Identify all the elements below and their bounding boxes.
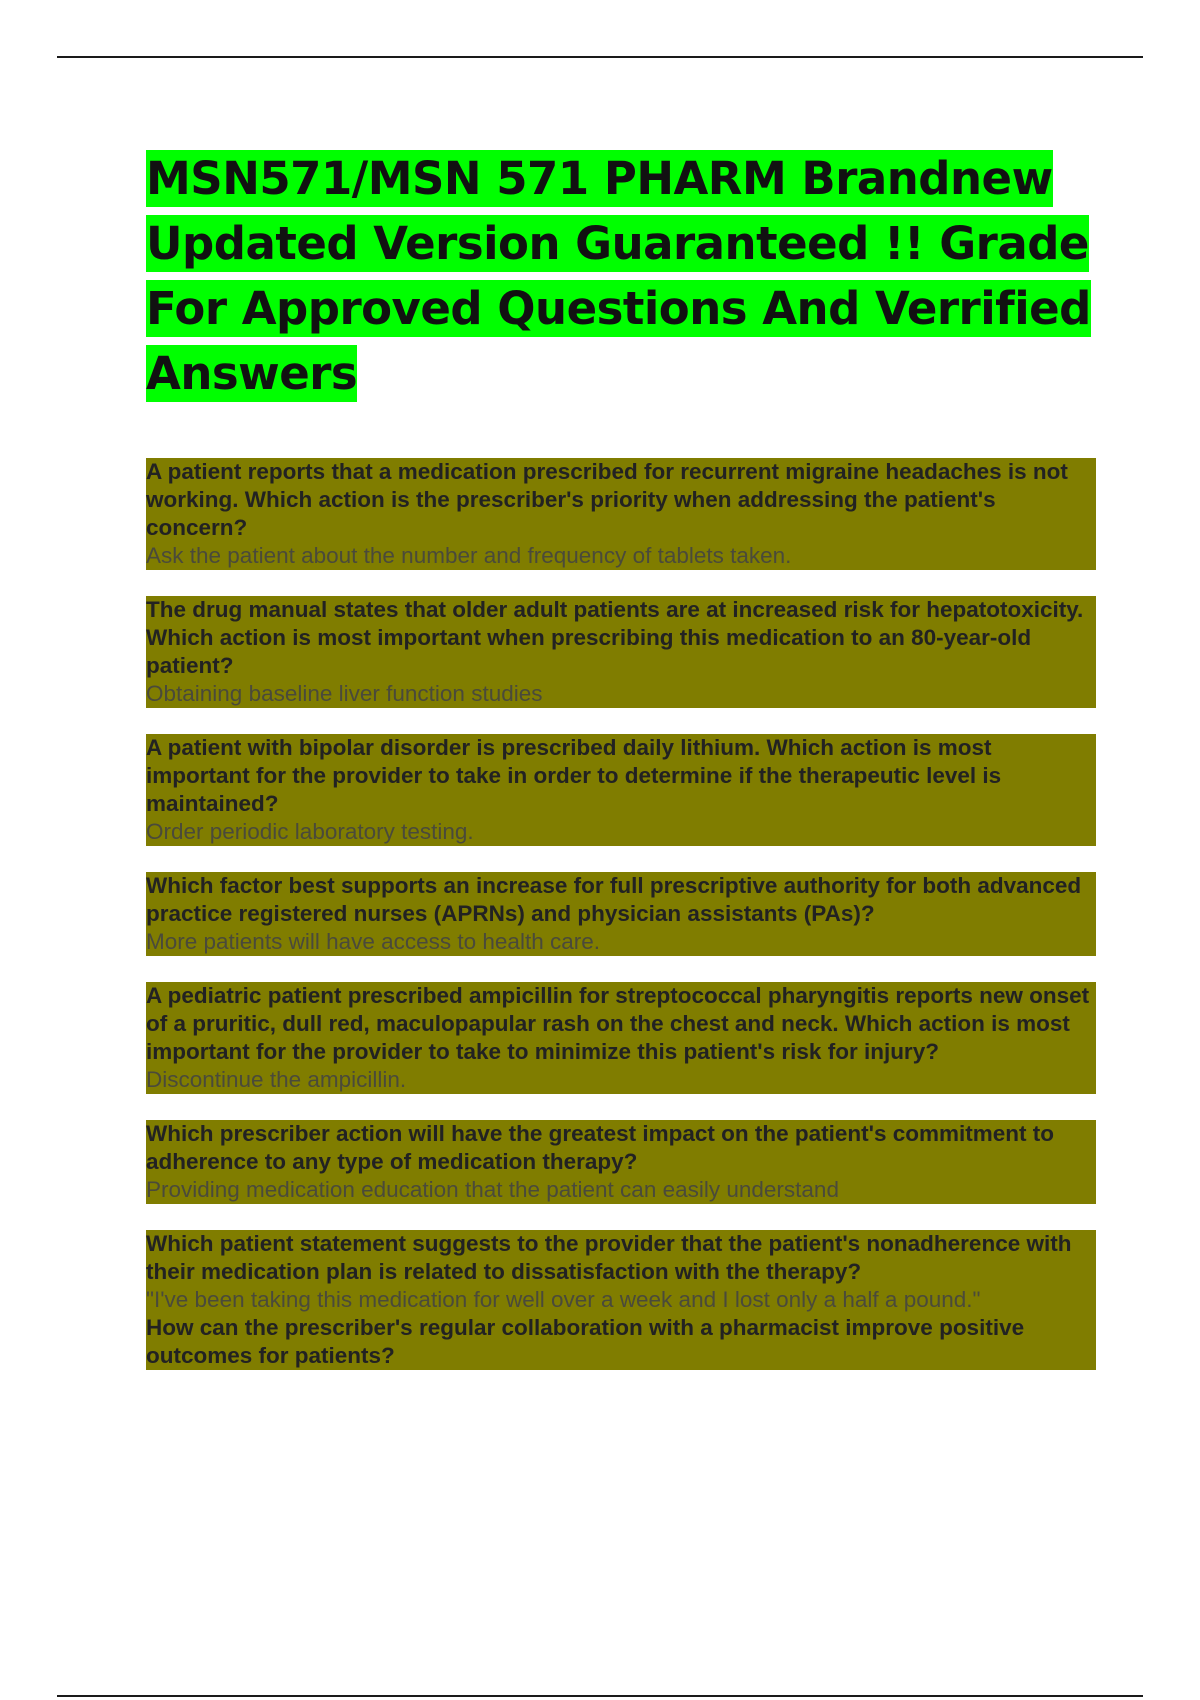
answer-text: Providing medication education that the patient can easily understand bbox=[146, 1176, 1096, 1204]
answer-text: Order periodic laboratory testing. bbox=[146, 818, 1096, 846]
answer-text: Ask the patient about the number and frequency of tablets taken. bbox=[146, 542, 1096, 570]
qa-item bbox=[146, 1120, 1096, 1204]
question-text: Which patient statement suggests to the provider that the patient's nonadherence with their medication plan is related to dissatisfaction with the therapy? bbox=[146, 1230, 1096, 1286]
question-text: The drug manual states that older adult patients are at increased risk for hepatotoxicity. Which action is most important when prescribing this medication to an 80-year-old patient? bbox=[146, 596, 1096, 680]
qa-item bbox=[146, 1230, 1096, 1370]
answer-text: More patients will have access to health care. bbox=[146, 928, 1096, 956]
top-rule bbox=[57, 56, 1143, 58]
answer-text: "I've been taking this medication for well over a week and I lost only a half a pound." bbox=[146, 1286, 1096, 1314]
question-text: A patient reports that a medication prescribed for recurrent migraine headaches is not working. Which action is the prescriber's priority when addressing the patient's concern? bbox=[146, 458, 1096, 542]
answer-text: Discontinue the ampicillin. bbox=[146, 1066, 1096, 1094]
qa-item bbox=[146, 734, 1096, 846]
qa-item bbox=[146, 872, 1096, 956]
bottom-rule bbox=[57, 1695, 1143, 1697]
question-text: Which prescriber action will have the greatest impact on the patient's commitment to adherence to any type of medication therapy? bbox=[146, 1120, 1096, 1176]
qa-item bbox=[146, 458, 1096, 570]
qa-item bbox=[146, 982, 1096, 1094]
question-text: How can the prescriber's regular collaboration with a pharmacist improve positive outcomes for patients? bbox=[146, 1314, 1096, 1370]
qa-list bbox=[146, 458, 1096, 1370]
page-title-text: MSN571/MSN 571 PHARM Brandnew Updated Version Guaranteed !! Grade For Approved Questions And Verrified Answers bbox=[146, 152, 1091, 400]
answer-text: Obtaining baseline liver function studies bbox=[146, 680, 1096, 708]
question-text: A patient with bipolar disorder is prescribed daily lithium. Which action is most important for the provider to take in order to determine if the therapeutic level is maintained? bbox=[146, 734, 1096, 818]
question-text: A pediatric patient prescribed ampicillin for streptococcal pharyngitis reports new onset of a pruritic, dull red, maculopapular rash on the chest and neck. Which action is most important for the provider to take to minimize this patient's risk for injury? bbox=[146, 982, 1096, 1066]
page-title bbox=[146, 146, 1096, 406]
question-text: Which factor best supports an increase for full prescriptive authority for both advanced practice registered nurses (APRNs) and physician assistants (PAs)? bbox=[146, 872, 1096, 928]
qa-item bbox=[146, 596, 1096, 708]
